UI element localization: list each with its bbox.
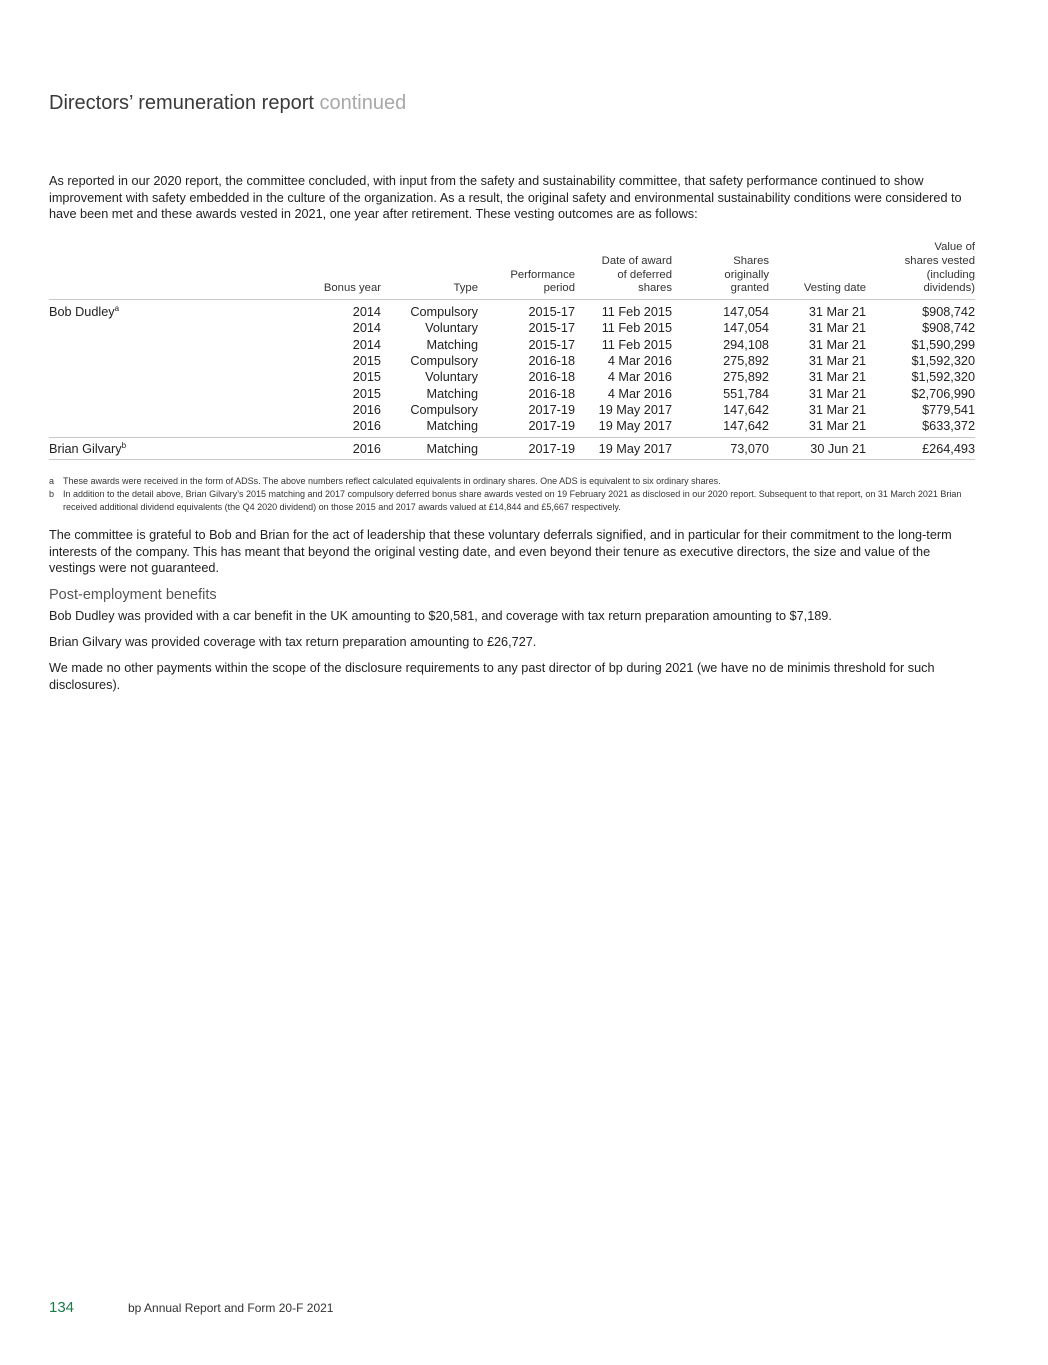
- table-header-row: [49, 241, 975, 300]
- header-value-vested: Value of shares vested (including dividends): [874, 241, 975, 300]
- header-shares-granted: Shares originally granted: [672, 241, 769, 300]
- post-employment-heading: Post-employment benefits: [49, 587, 217, 603]
- table-row: 2016 Matching 2017-19 19 May 2017 147,642 31 Mar 21 $633,372: [49, 418, 975, 437]
- gratitude-paragraph: The committee is grateful to Bob and Brian for the act of leadership that these voluntary deferrals signified, and in particular for their commitment to the long-term interests of the company. This has meant that beyond the original vesting date, and even beyond their tenure as executive directors, the size and value of the vestings were not guaranteed.: [49, 528, 952, 575]
- bob-benefits-paragraph: Bob Dudley was provided with a car benefit in the UK amounting to $20,581, and coverage with tax return preparation amounting to $7,189.: [49, 609, 832, 623]
- header-performance-period: Performance period: [478, 241, 575, 300]
- other-payments-paragraph: We made no other payments within the scope of the disclosure requirements to any past director of bp during 2021 (we have no de minimis threshold for such disclosures).: [49, 661, 935, 692]
- director-name: Bob Dudley$^a$: [49, 303, 120, 320]
- header-bonus-year: Bonus year: [294, 241, 381, 300]
- table-row: 2014 Matching 2015-17 11 Feb 2015 294,108 31 Mar 21 $1,590,299: [352, 337, 975, 352]
- header-director: [49, 241, 294, 300]
- table-row: Bob Dudley$^a$ 2014 Compulsory 2015-17 11 Feb 2015 147,054 31 Mar 21 $908,742: [49, 300, 975, 321]
- director-name: Brian Gilvary$^b$: [49, 437, 294, 459]
- footer-publication: bp Annual Report and Form 20-F 2021: [128, 1301, 334, 1315]
- footnote-a: a These awards were received in the form of ADSs. The above numbers reflect calculated equivalents in ordinary shares. One ADS is equivalent to six ordinary shares.: [49, 476, 721, 486]
- vesting-outcomes-table: [49, 241, 975, 460]
- footnote-b: b In addition to the detail above, Brian Gilvary’s 2015 matching and 2017 compulsory deferred bonus share awards vested on 19 February 2021 as disclosed in our 2020 report. Subsequent to that report, on 31 March 2021 Brian received additional dividend equivalents (the Q4 2020 dividend) on those 2015 and 2017 awards valued at £14,844 and £5,667 respectively.: [49, 489, 962, 512]
- footnotes: [49, 475, 979, 514]
- header-vesting-date: Vesting date: [769, 241, 874, 300]
- table-row: 2016 Compulsory 2017-19 19 May 2017 147,642 31 Mar 21 $779,541: [352, 402, 975, 417]
- table-row: Brian Gilvary$^b$ 2016 Matching 2017-19 19 May 2017 73,070 30 Jun 21 £264,493: [49, 437, 975, 459]
- report-title: Directors’ remuneration report: [49, 92, 314, 114]
- header-date-of-award: Date of award of deferred shares: [575, 241, 672, 300]
- table-row: 2015 Matching 2016-18 4 Mar 2016 551,784 31 Mar 21 $2,706,990: [352, 386, 975, 401]
- table-row: 2015 Voluntary 2016-18 4 Mar 2016 275,892 31 Mar 21 $1,592,320: [352, 370, 975, 385]
- table-row: 2014 Voluntary 2015-17 11 Feb 2015 147,054 31 Mar 21 $908,742: [352, 321, 975, 336]
- intro-paragraph: As reported in our 2020 report, the committee concluded, with input from the safety and sustainability committee, that safety performance continued to show improvement with safety embedded in the culture of the organization. As a result, the original safety and environmental sustainability conditions were considered to have been met and these awards vested in 2021, one year after retirement. These vesting outcomes are as follows:: [49, 174, 962, 221]
- report-title-suffix: continued: [319, 92, 407, 114]
- page-number: 134: [49, 1299, 75, 1316]
- header-type: Type: [381, 241, 478, 300]
- page-header: [49, 92, 406, 115]
- table-row: 2015 Compulsory 2016-18 4 Mar 2016 275,892 31 Mar 21 $1,592,320: [352, 354, 975, 369]
- brian-benefits-paragraph: Brian Gilvary was provided coverage with tax return preparation amounting to £26,727.: [49, 635, 537, 649]
